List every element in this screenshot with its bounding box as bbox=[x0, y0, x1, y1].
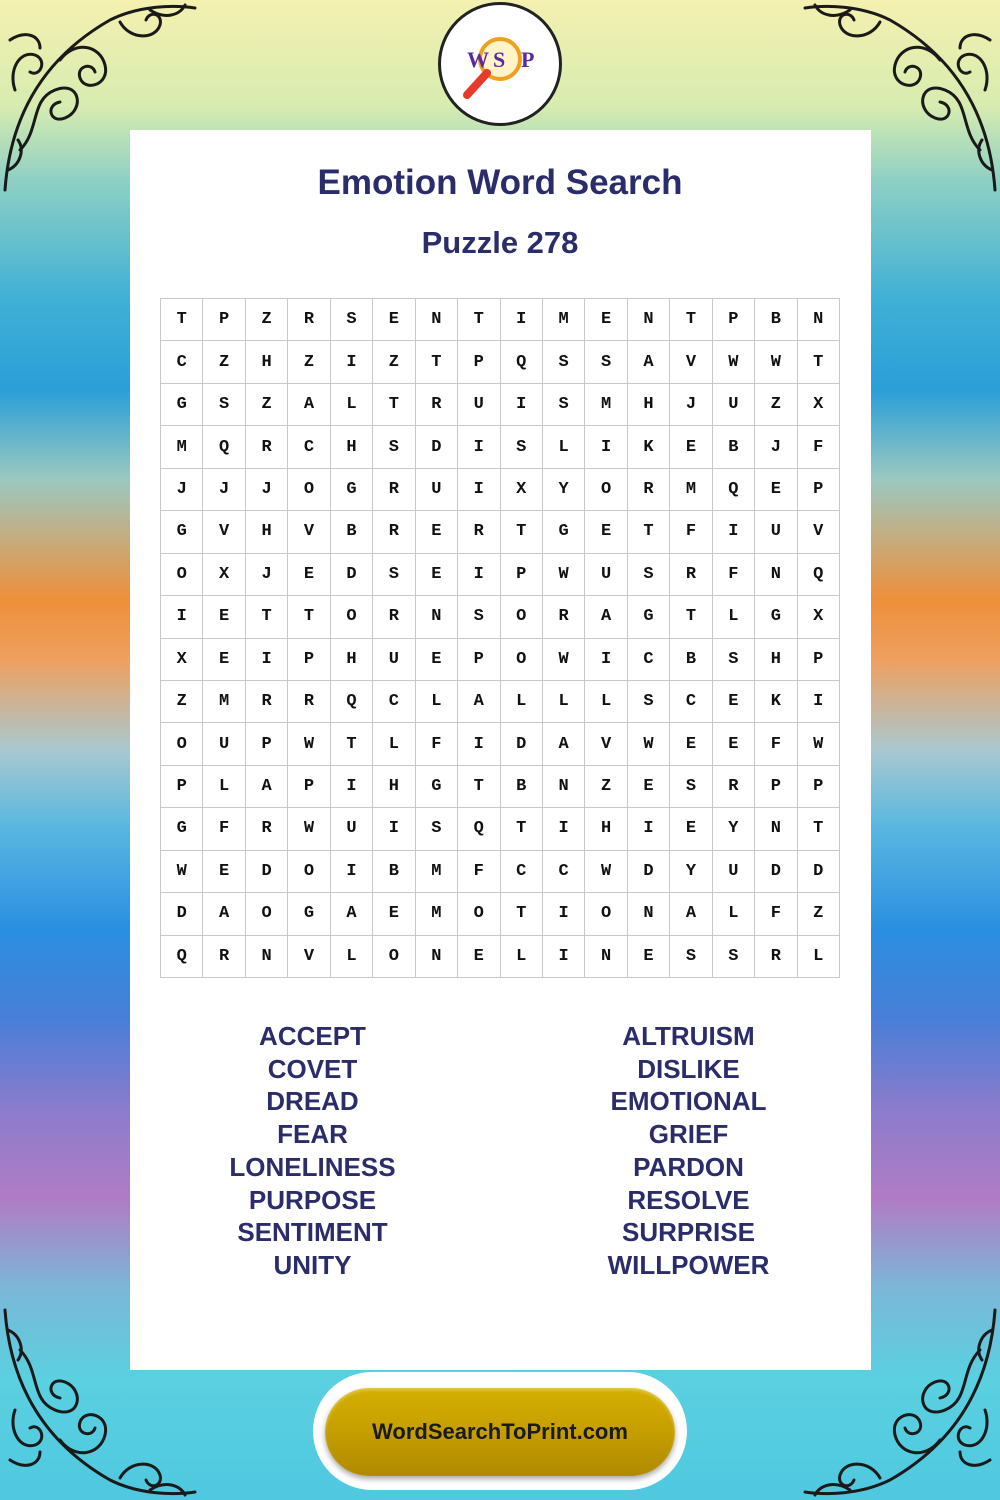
grid-cell[interactable]: W bbox=[288, 808, 330, 850]
grid-cell[interactable]: D bbox=[755, 851, 797, 893]
grid-cell[interactable]: L bbox=[203, 766, 245, 808]
grid-cell[interactable]: R bbox=[373, 511, 415, 553]
grid-cell[interactable]: E bbox=[416, 554, 458, 596]
grid-cell[interactable]: O bbox=[331, 596, 373, 638]
grid-cell[interactable]: Z bbox=[203, 341, 245, 383]
grid-cell[interactable]: G bbox=[628, 596, 670, 638]
letter-grid bbox=[160, 298, 840, 978]
grid-cell[interactable]: I bbox=[331, 341, 373, 383]
grid-cell[interactable]: T bbox=[331, 723, 373, 765]
grid-cell[interactable]: D bbox=[501, 723, 543, 765]
grid-cell[interactable]: S bbox=[416, 808, 458, 850]
grid-cell[interactable]: S bbox=[331, 299, 373, 341]
grid-cell[interactable]: E bbox=[670, 808, 712, 850]
grid-cell[interactable]: V bbox=[585, 723, 627, 765]
grid-cell[interactable]: V bbox=[670, 341, 712, 383]
grid-cell[interactable]: N bbox=[416, 299, 458, 341]
grid-cell[interactable]: M bbox=[543, 299, 585, 341]
grid-cell[interactable]: N bbox=[628, 893, 670, 935]
grid-cell[interactable]: A bbox=[246, 766, 288, 808]
grid-cell[interactable]: U bbox=[203, 723, 245, 765]
word-item: SURPRISE bbox=[622, 1217, 755, 1248]
grid-cell[interactable]: P bbox=[798, 469, 840, 511]
grid-cell[interactable]: G bbox=[331, 469, 373, 511]
grid-cell[interactable]: U bbox=[416, 469, 458, 511]
grid-cell[interactable]: O bbox=[161, 554, 203, 596]
word-list-left bbox=[180, 1020, 445, 1282]
grid-cell[interactable]: L bbox=[585, 681, 627, 723]
grid-cell[interactable]: E bbox=[670, 723, 712, 765]
grid-cell[interactable]: Z bbox=[161, 681, 203, 723]
grid-cell[interactable]: J bbox=[755, 426, 797, 468]
grid-cell[interactable]: I bbox=[161, 596, 203, 638]
grid-cell[interactable]: R bbox=[246, 426, 288, 468]
grid-cell[interactable]: J bbox=[203, 469, 245, 511]
word-item: DREAD bbox=[266, 1086, 359, 1117]
grid-cell[interactable]: R bbox=[373, 469, 415, 511]
grid-cell[interactable]: E bbox=[585, 299, 627, 341]
word-item: FEAR bbox=[277, 1119, 348, 1150]
grid-cell[interactable]: N bbox=[543, 766, 585, 808]
grid-cell[interactable]: T bbox=[798, 808, 840, 850]
grid-cell[interactable]: L bbox=[798, 936, 840, 978]
grid-cell[interactable]: R bbox=[203, 936, 245, 978]
grid-cell[interactable]: N bbox=[755, 554, 797, 596]
grid-cell[interactable]: W bbox=[755, 341, 797, 383]
grid-cell[interactable]: V bbox=[288, 936, 330, 978]
grid-cell[interactable]: E bbox=[416, 639, 458, 681]
grid-cell[interactable]: F bbox=[670, 511, 712, 553]
grid-cell[interactable]: D bbox=[628, 851, 670, 893]
grid-cell[interactable]: S bbox=[670, 766, 712, 808]
grid-cell[interactable]: S bbox=[713, 639, 755, 681]
grid-cell[interactable]: S bbox=[458, 596, 500, 638]
grid-cell[interactable]: M bbox=[670, 469, 712, 511]
grid-cell[interactable]: T bbox=[501, 511, 543, 553]
grid-cell[interactable]: R bbox=[416, 384, 458, 426]
grid-cell[interactable]: K bbox=[755, 681, 797, 723]
grid-cell[interactable]: A bbox=[203, 893, 245, 935]
grid-cell[interactable]: E bbox=[203, 596, 245, 638]
grid-cell[interactable]: I bbox=[628, 808, 670, 850]
grid-cell[interactable]: P bbox=[203, 299, 245, 341]
grid-cell[interactable]: F bbox=[713, 554, 755, 596]
word-item: RESOLVE bbox=[627, 1184, 750, 1215]
grid-cell[interactable]: N bbox=[246, 936, 288, 978]
grid-cell[interactable]: B bbox=[501, 766, 543, 808]
grid-cell[interactable]: B bbox=[373, 851, 415, 893]
grid-cell[interactable]: E bbox=[755, 469, 797, 511]
svg-text:S: S bbox=[493, 47, 506, 72]
grid-cell[interactable]: W bbox=[798, 723, 840, 765]
grid-cell[interactable]: X bbox=[798, 384, 840, 426]
grid-cell[interactable]: N bbox=[585, 936, 627, 978]
grid-cell[interactable]: J bbox=[670, 384, 712, 426]
grid-cell[interactable]: T bbox=[670, 596, 712, 638]
grid-cell[interactable]: E bbox=[713, 723, 755, 765]
grid-cell[interactable]: Z bbox=[246, 299, 288, 341]
grid-cell[interactable]: L bbox=[501, 681, 543, 723]
grid-cell[interactable]: F bbox=[755, 893, 797, 935]
grid-cell[interactable]: E bbox=[585, 511, 627, 553]
grid-cell[interactable]: M bbox=[161, 426, 203, 468]
grid-cell[interactable]: O bbox=[501, 596, 543, 638]
grid-cell[interactable]: C bbox=[373, 681, 415, 723]
grid-cell[interactable]: D bbox=[798, 851, 840, 893]
grid-cell[interactable]: R bbox=[713, 766, 755, 808]
grid-cell[interactable]: P bbox=[798, 766, 840, 808]
grid-cell[interactable]: O bbox=[288, 851, 330, 893]
grid-cell[interactable]: I bbox=[543, 936, 585, 978]
grid-cell[interactable]: P bbox=[246, 723, 288, 765]
grid-cell[interactable]: O bbox=[161, 723, 203, 765]
site-link-button[interactable]: WordSearchToPrint.com bbox=[325, 1388, 675, 1476]
grid-cell[interactable]: T bbox=[501, 808, 543, 850]
grid-cell[interactable]: L bbox=[331, 384, 373, 426]
grid-cell[interactable]: R bbox=[246, 808, 288, 850]
grid-cell[interactable]: X bbox=[203, 554, 245, 596]
grid-cell[interactable]: Z bbox=[246, 384, 288, 426]
grid-cell[interactable]: A bbox=[458, 681, 500, 723]
grid-cell[interactable]: R bbox=[288, 681, 330, 723]
grid-cell[interactable]: Q bbox=[501, 341, 543, 383]
grid-cell[interactable]: Q bbox=[713, 469, 755, 511]
grid-cell[interactable]: B bbox=[713, 426, 755, 468]
grid-cell[interactable]: H bbox=[755, 639, 797, 681]
word-item: ACCEPT bbox=[259, 1021, 366, 1051]
grid-cell[interactable]: N bbox=[416, 596, 458, 638]
grid-cell[interactable]: F bbox=[203, 808, 245, 850]
grid-cell[interactable]: U bbox=[755, 511, 797, 553]
grid-cell[interactable]: R bbox=[755, 936, 797, 978]
grid-cell[interactable]: A bbox=[628, 341, 670, 383]
grid-cell[interactable]: T bbox=[373, 384, 415, 426]
grid-cell[interactable]: M bbox=[585, 384, 627, 426]
grid-cell[interactable]: Q bbox=[798, 554, 840, 596]
grid-cell[interactable]: F bbox=[416, 723, 458, 765]
grid-cell[interactable]: D bbox=[246, 851, 288, 893]
grid-cell[interactable]: A bbox=[543, 723, 585, 765]
grid-cell[interactable]: I bbox=[458, 723, 500, 765]
grid-cell[interactable]: T bbox=[798, 341, 840, 383]
grid-cell[interactable]: C bbox=[161, 341, 203, 383]
grid-cell[interactable]: I bbox=[331, 851, 373, 893]
grid-cell[interactable]: S bbox=[373, 426, 415, 468]
grid-cell[interactable]: O bbox=[288, 469, 330, 511]
grid-cell[interactable]: L bbox=[373, 723, 415, 765]
grid-cell[interactable]: W bbox=[543, 639, 585, 681]
grid-cell[interactable]: Z bbox=[373, 341, 415, 383]
grid-cell[interactable]: E bbox=[203, 851, 245, 893]
grid-cell[interactable]: W bbox=[628, 723, 670, 765]
grid-cell[interactable]: G bbox=[161, 511, 203, 553]
grid-cell[interactable]: X bbox=[501, 469, 543, 511]
grid-cell[interactable]: I bbox=[501, 299, 543, 341]
grid-cell[interactable]: L bbox=[713, 596, 755, 638]
grid-cell[interactable]: S bbox=[628, 554, 670, 596]
grid-cell[interactable]: K bbox=[628, 426, 670, 468]
grid-cell[interactable]: S bbox=[543, 341, 585, 383]
grid-cell[interactable]: P bbox=[798, 639, 840, 681]
grid-cell[interactable]: P bbox=[288, 639, 330, 681]
grid-cell[interactable]: V bbox=[288, 511, 330, 553]
grid-cell[interactable]: S bbox=[501, 426, 543, 468]
word-item: LONELINESS bbox=[229, 1151, 396, 1182]
grid-cell[interactable]: S bbox=[628, 681, 670, 723]
grid-cell[interactable]: I bbox=[458, 469, 500, 511]
grid-cell[interactable]: P bbox=[501, 554, 543, 596]
grid-cell[interactable]: Z bbox=[798, 893, 840, 935]
grid-cell[interactable]: C bbox=[670, 681, 712, 723]
grid-cell[interactable]: E bbox=[628, 766, 670, 808]
grid-cell[interactable]: I bbox=[585, 426, 627, 468]
grid-cell[interactable]: C bbox=[501, 851, 543, 893]
grid-cell[interactable]: J bbox=[246, 469, 288, 511]
grid-cell[interactable]: O bbox=[373, 936, 415, 978]
page-title: Emotion Word Search bbox=[317, 163, 683, 202]
grid-cell[interactable]: L bbox=[543, 426, 585, 468]
grid-cell[interactable]: I bbox=[713, 511, 755, 553]
grid-cell[interactable]: Q bbox=[458, 808, 500, 850]
grid-cell[interactable]: T bbox=[246, 596, 288, 638]
grid-cell[interactable]: N bbox=[755, 808, 797, 850]
word-list-right bbox=[556, 1020, 821, 1282]
grid-cell[interactable]: T bbox=[161, 299, 203, 341]
grid-cell[interactable]: P bbox=[755, 766, 797, 808]
grid-cell[interactable]: A bbox=[670, 893, 712, 935]
grid-cell[interactable]: G bbox=[543, 511, 585, 553]
grid-cell[interactable]: V bbox=[798, 511, 840, 553]
grid-cell[interactable]: R bbox=[670, 554, 712, 596]
grid-cell[interactable]: B bbox=[670, 639, 712, 681]
grid-cell[interactable]: Z bbox=[755, 384, 797, 426]
grid-cell[interactable]: C bbox=[288, 426, 330, 468]
word-item: GRIEF bbox=[648, 1119, 729, 1150]
grid-cell[interactable]: U bbox=[713, 384, 755, 426]
grid-cell[interactable]: O bbox=[501, 639, 543, 681]
magnifier-logo-icon bbox=[445, 9, 555, 119]
grid-cell[interactable]: I bbox=[246, 639, 288, 681]
grid-cell[interactable]: W bbox=[585, 851, 627, 893]
grid-cell[interactable]: W bbox=[713, 341, 755, 383]
grid-cell[interactable]: Z bbox=[585, 766, 627, 808]
grid-cell[interactable]: A bbox=[288, 384, 330, 426]
grid-cell[interactable]: T bbox=[501, 893, 543, 935]
grid-cell[interactable]: A bbox=[585, 596, 627, 638]
grid-cell[interactable]: S bbox=[713, 936, 755, 978]
grid-cell[interactable]: S bbox=[670, 936, 712, 978]
grid-cell[interactable]: R bbox=[543, 596, 585, 638]
grid-cell[interactable]: X bbox=[161, 639, 203, 681]
grid-cell[interactable]: C bbox=[628, 639, 670, 681]
grid-cell[interactable]: Y bbox=[713, 808, 755, 850]
grid-cell[interactable]: P bbox=[458, 639, 500, 681]
grid-cell[interactable]: U bbox=[713, 851, 755, 893]
grid-cell[interactable]: I bbox=[373, 808, 415, 850]
grid-cell[interactable]: D bbox=[331, 554, 373, 596]
grid-cell[interactable]: R bbox=[628, 469, 670, 511]
grid-cell[interactable]: T bbox=[628, 511, 670, 553]
grid-cell[interactable]: I bbox=[458, 554, 500, 596]
grid-cell[interactable]: U bbox=[458, 384, 500, 426]
grid-cell[interactable]: E bbox=[628, 936, 670, 978]
grid-cell[interactable]: N bbox=[628, 299, 670, 341]
grid-cell[interactable]: O bbox=[458, 893, 500, 935]
wsp-logo[interactable] bbox=[438, 2, 562, 126]
grid-cell[interactable]: P bbox=[288, 766, 330, 808]
grid-cell[interactable]: P bbox=[161, 766, 203, 808]
grid-cell[interactable]: I bbox=[543, 893, 585, 935]
grid-cell[interactable]: I bbox=[798, 681, 840, 723]
grid-cell[interactable]: I bbox=[331, 766, 373, 808]
grid-cell[interactable]: E bbox=[288, 554, 330, 596]
grid-cell[interactable]: R bbox=[246, 681, 288, 723]
grid-cell[interactable]: X bbox=[798, 596, 840, 638]
grid-cell[interactable]: E bbox=[713, 681, 755, 723]
grid-cell[interactable]: Q bbox=[331, 681, 373, 723]
word-item: EMOTIONAL bbox=[610, 1086, 767, 1117]
grid-cell[interactable]: O bbox=[246, 893, 288, 935]
grid-cell[interactable]: W bbox=[161, 851, 203, 893]
grid-cell[interactable]: I bbox=[585, 639, 627, 681]
grid-cell[interactable]: H bbox=[628, 384, 670, 426]
grid-cell[interactable]: G bbox=[161, 384, 203, 426]
grid-cell[interactable]: T bbox=[458, 766, 500, 808]
grid-cell[interactable]: B bbox=[331, 511, 373, 553]
grid-cell[interactable]: H bbox=[373, 766, 415, 808]
word-item: PURPOSE bbox=[248, 1184, 377, 1215]
grid-cell[interactable]: Y bbox=[543, 469, 585, 511]
grid-cell[interactable]: P bbox=[713, 299, 755, 341]
grid-cell[interactable]: M bbox=[203, 681, 245, 723]
grid-cell[interactable]: L bbox=[416, 681, 458, 723]
word-item: ALTRUISM bbox=[622, 1021, 755, 1051]
grid-cell[interactable]: U bbox=[585, 554, 627, 596]
word-item: WILLPOWER bbox=[607, 1249, 770, 1280]
grid-cell[interactable]: S bbox=[373, 554, 415, 596]
grid-cell[interactable]: I bbox=[501, 384, 543, 426]
word-item: PARDON bbox=[633, 1151, 744, 1182]
grid-cell[interactable]: T bbox=[416, 341, 458, 383]
grid-cell[interactable]: D bbox=[161, 893, 203, 935]
word-item: SENTIMENT bbox=[237, 1217, 388, 1248]
grid-cell[interactable]: E bbox=[373, 299, 415, 341]
grid-cell[interactable]: W bbox=[543, 554, 585, 596]
word-item: UNITY bbox=[273, 1249, 352, 1280]
grid-cell[interactable]: T bbox=[288, 596, 330, 638]
word-item: DISLIKE bbox=[637, 1053, 740, 1084]
puzzle-number: Puzzle 278 bbox=[421, 225, 579, 260]
grid-cell[interactable]: L bbox=[543, 681, 585, 723]
grid-cell[interactable]: W bbox=[288, 723, 330, 765]
grid-cell[interactable]: G bbox=[288, 893, 330, 935]
grid-cell[interactable]: H bbox=[246, 511, 288, 553]
grid-cell[interactable]: F bbox=[458, 851, 500, 893]
grid-cell[interactable]: A bbox=[331, 893, 373, 935]
grid-cell[interactable]: J bbox=[246, 554, 288, 596]
grid-cell[interactable]: S bbox=[203, 384, 245, 426]
grid-cell[interactable]: H bbox=[331, 426, 373, 468]
grid-cell[interactable]: H bbox=[585, 808, 627, 850]
grid-cell[interactable]: L bbox=[501, 936, 543, 978]
grid-cell[interactable]: O bbox=[585, 893, 627, 935]
svg-text:W: W bbox=[467, 47, 489, 72]
grid-cell[interactable]: U bbox=[373, 639, 415, 681]
grid-cell[interactable]: L bbox=[331, 936, 373, 978]
grid-cell[interactable]: M bbox=[416, 893, 458, 935]
grid-cell[interactable]: L bbox=[713, 893, 755, 935]
grid-cell[interactable]: M bbox=[416, 851, 458, 893]
grid-cell[interactable]: I bbox=[543, 808, 585, 850]
grid-cell[interactable]: E bbox=[670, 426, 712, 468]
grid-cell[interactable]: G bbox=[161, 808, 203, 850]
grid-cell[interactable]: C bbox=[543, 851, 585, 893]
grid-cell[interactable]: D bbox=[416, 426, 458, 468]
grid-cell[interactable]: E bbox=[373, 893, 415, 935]
grid-cell[interactable]: I bbox=[458, 426, 500, 468]
grid-cell[interactable]: R bbox=[458, 511, 500, 553]
grid-cell[interactable]: E bbox=[458, 936, 500, 978]
grid-cell[interactable]: Y bbox=[670, 851, 712, 893]
grid-cell[interactable]: F bbox=[798, 426, 840, 468]
grid-cell[interactable]: V bbox=[203, 511, 245, 553]
grid-cell[interactable]: T bbox=[458, 299, 500, 341]
grid-cell[interactable]: H bbox=[246, 341, 288, 383]
grid-cell[interactable]: O bbox=[585, 469, 627, 511]
grid-cell[interactable]: N bbox=[798, 299, 840, 341]
grid-cell[interactable]: Z bbox=[288, 341, 330, 383]
grid-cell[interactable]: J bbox=[161, 469, 203, 511]
svg-text:P: P bbox=[521, 47, 535, 72]
grid-cell[interactable]: S bbox=[543, 384, 585, 426]
grid-cell[interactable]: G bbox=[755, 596, 797, 638]
grid-cell[interactable]: R bbox=[288, 299, 330, 341]
grid-cell[interactable]: R bbox=[373, 596, 415, 638]
grid-cell[interactable]: E bbox=[416, 511, 458, 553]
grid-cell[interactable]: T bbox=[670, 299, 712, 341]
grid-cell[interactable]: P bbox=[458, 341, 500, 383]
grid-cell[interactable]: G bbox=[416, 766, 458, 808]
grid-cell[interactable]: U bbox=[331, 808, 373, 850]
grid-cell[interactable]: N bbox=[416, 936, 458, 978]
grid-cell[interactable]: E bbox=[203, 639, 245, 681]
word-item: COVET bbox=[267, 1053, 358, 1084]
grid-cell[interactable]: B bbox=[755, 299, 797, 341]
grid-cell[interactable]: Q bbox=[203, 426, 245, 468]
grid-cell[interactable]: H bbox=[331, 639, 373, 681]
grid-cell[interactable]: F bbox=[755, 723, 797, 765]
grid-cell[interactable]: Q bbox=[161, 936, 203, 978]
grid-cell[interactable]: S bbox=[585, 341, 627, 383]
